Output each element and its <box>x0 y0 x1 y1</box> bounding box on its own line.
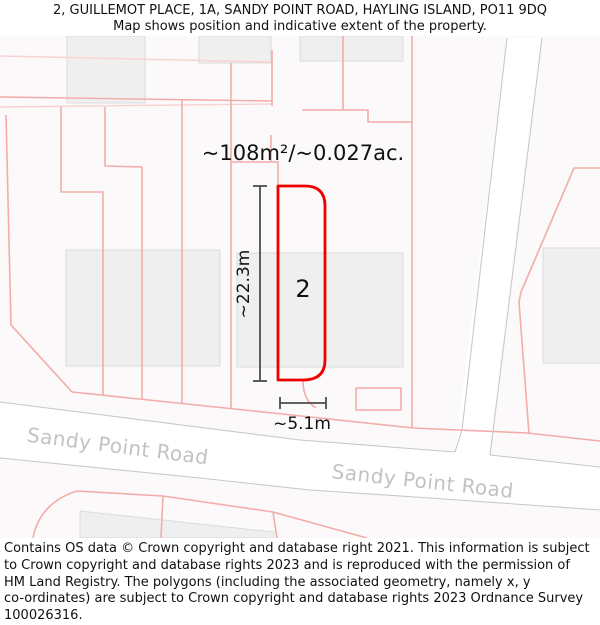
map-header <box>0 0 600 36</box>
copyright-line: co-ordinates) are subject to Crown copyright and database rights 2023 Ordnance Survey <box>4 591 584 607</box>
property-map <box>0 36 600 538</box>
map-subtitle: Map shows position and indicative extent of the property. <box>113 19 487 34</box>
road-label: Sandy Point Road <box>25 422 211 470</box>
property-address-title: 2, GUILLEMOT PLACE, 1A, SANDY POINT ROAD, HAYLING ISLAND, PO11 9DQ <box>53 3 547 18</box>
area-label: ~108m²/~0.027ac. <box>201 141 405 165</box>
width-dimension-label: ~5.1m <box>273 414 331 434</box>
building <box>237 253 403 367</box>
copyright-line: 100026316. <box>4 608 83 624</box>
building <box>67 36 145 103</box>
copyright-notice <box>0 538 600 625</box>
copyright-line: to Crown copyright and database rights 2023 and is reproduced with the permission of <box>4 557 570 573</box>
copyright-line: HM Land Registry. The polygons (including the associated geometry, namely x, y <box>4 574 531 590</box>
building <box>543 248 600 363</box>
height-dimension-label: ~22.3m <box>234 249 254 319</box>
building <box>300 36 403 61</box>
plot-number-label: 2 <box>295 275 311 303</box>
road-label: Sandy Point Road <box>330 459 515 503</box>
copyright-line: Contains OS data © Crown copyright and database right 2021. This information is subject <box>4 541 590 556</box>
building <box>199 36 271 63</box>
building <box>66 250 220 366</box>
